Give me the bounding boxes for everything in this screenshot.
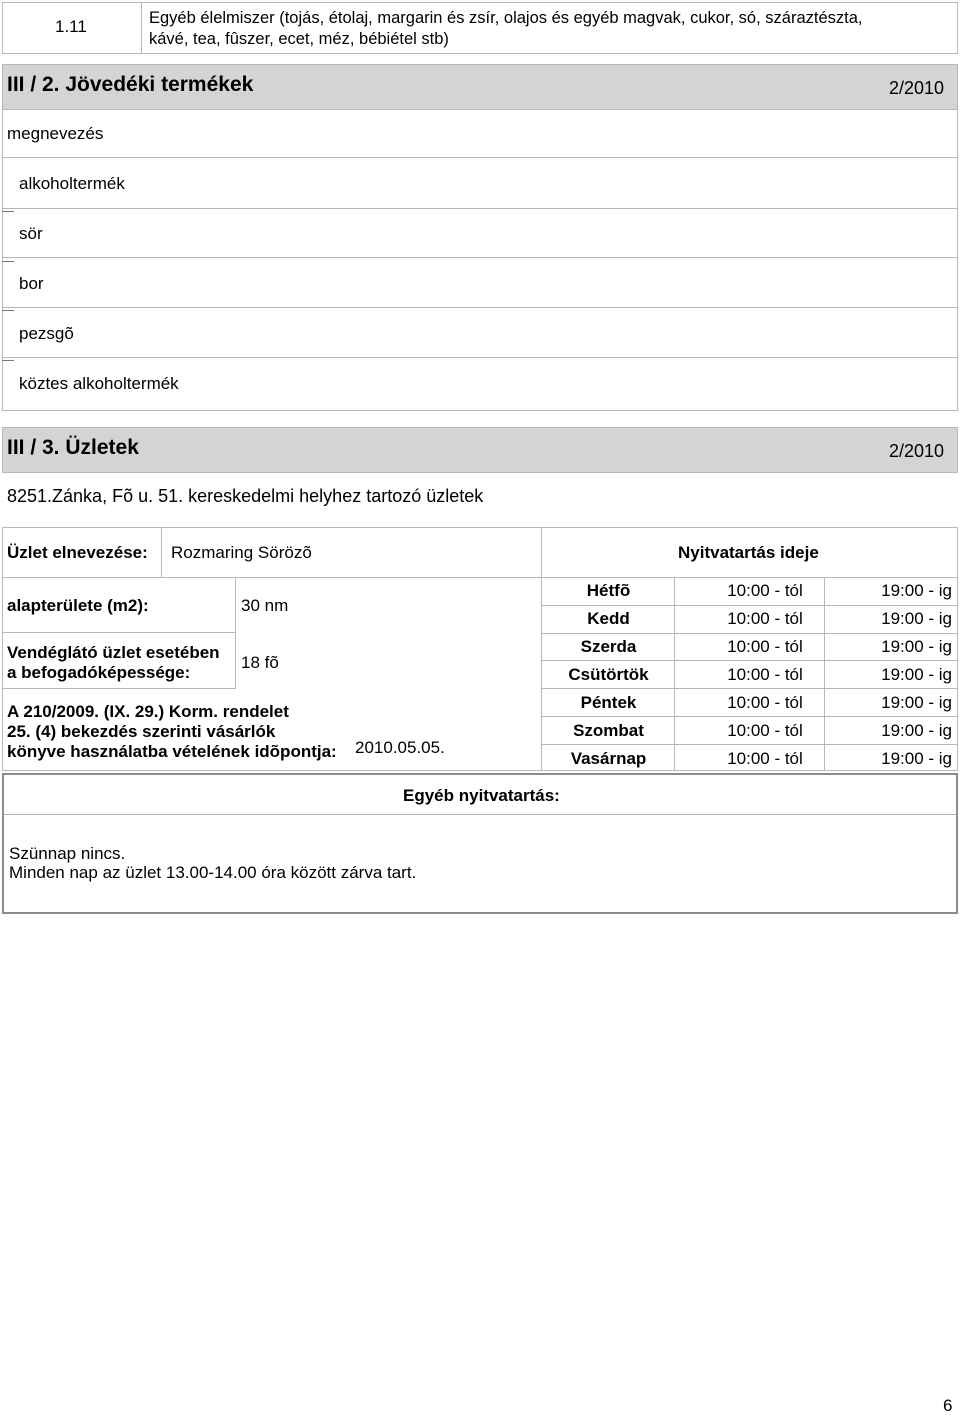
from-friday: 10:00 - tól: [727, 693, 803, 712]
from-sunday: 10:00 - tól: [727, 749, 803, 768]
area-value: 30 nm: [241, 596, 289, 615]
to-monday: 19:00 - ig: [881, 581, 952, 600]
capacity-label-1: Vendéglátó üzlet esetében: [7, 643, 220, 662]
regulation-line-3: könyve használatba vételének idõpontja:: [7, 742, 337, 761]
top-row-text-1: Egyéb élelmiszer (tojás, étolaj, margarin és zsír, olajos és egyéb magvak, cukor, só, száraztészta,: [149, 9, 863, 27]
item-koztes-alkoholtermek: köztes alkoholtermék: [19, 374, 179, 393]
day-thursday: Csütörtök: [568, 665, 649, 684]
from-thursday: 10:00 - tól: [727, 665, 803, 684]
regulation-line-2: 25. (4) bekezdés szerinti vásárlók: [7, 722, 276, 741]
other-hours-label: Egyéb nyitvatartás:: [403, 786, 560, 805]
top-row-text-2: kávé, tea, fûszer, ecet, méz, bébiétel stb): [149, 30, 449, 48]
section3-period: 2/2010: [888, 441, 944, 461]
section2-period: 2/2010: [888, 78, 944, 98]
capacity-value: 18 fõ: [241, 653, 279, 672]
page-number: 6: [943, 1396, 953, 1415]
day-tuesday: Kedd: [587, 609, 630, 628]
section2-column-header: megnevezés: [7, 124, 104, 143]
from-wednesday: 10:00 - tól: [727, 637, 803, 656]
area-label: alapterülete (m2):: [7, 596, 149, 615]
top-row-code: 1.11: [55, 17, 87, 36]
item-alkoholtermek: alkoholtermék: [19, 174, 125, 193]
section3-title: III / 3. Üzletek: [7, 436, 139, 459]
item-bor: bor: [19, 274, 44, 293]
section2-table: [2, 110, 958, 411]
day-friday: Péntek: [580, 693, 637, 712]
to-friday: 19:00 - ig: [881, 693, 952, 712]
opening-hours-label: Nyitvatartás ideje: [678, 543, 819, 562]
to-sunday: 19:00 - ig: [881, 749, 952, 768]
day-saturday: Szombat: [573, 721, 644, 740]
section3-header: [2, 427, 958, 473]
item-pezsgo: pezsgõ: [19, 324, 74, 343]
day-wednesday: Szerda: [580, 637, 637, 656]
section2-title: III / 2. Jövedéki termékek: [7, 73, 254, 96]
regulation-date: 2010.05.05.: [355, 738, 445, 757]
item-sor: sör: [19, 224, 43, 243]
to-thursday: 19:00 - ig: [881, 665, 952, 684]
address-line: 8251.Zánka, Fõ u. 51. kereskedelmi helyhez tartozó üzletek: [7, 486, 484, 506]
capacity-label-2: a befogadóképessége:: [7, 663, 191, 682]
to-wednesday: 19:00 - ig: [881, 637, 952, 656]
regulation-line-1: A 210/2009. (IX. 29.) Korm. rendelet: [7, 702, 289, 721]
shop-name: Rozmaring Sörözõ: [171, 543, 312, 562]
to-saturday: 19:00 - ig: [881, 721, 952, 740]
day-monday: Hétfõ: [586, 581, 631, 600]
shop-name-label: Üzlet elnevezése:: [7, 543, 148, 562]
other-hours-line-1: Szünnap nincs.: [9, 844, 126, 863]
to-tuesday: 19:00 - ig: [881, 609, 952, 628]
other-hours-line-2: Minden nap az üzlet 13.00-14.00 óra között zárva tart.: [9, 863, 417, 882]
from-monday: 10:00 - tól: [727, 581, 803, 600]
day-sunday: Vasárnap: [570, 749, 647, 768]
from-saturday: 10:00 - tól: [727, 721, 803, 740]
from-tuesday: 10:00 - tól: [727, 609, 803, 628]
